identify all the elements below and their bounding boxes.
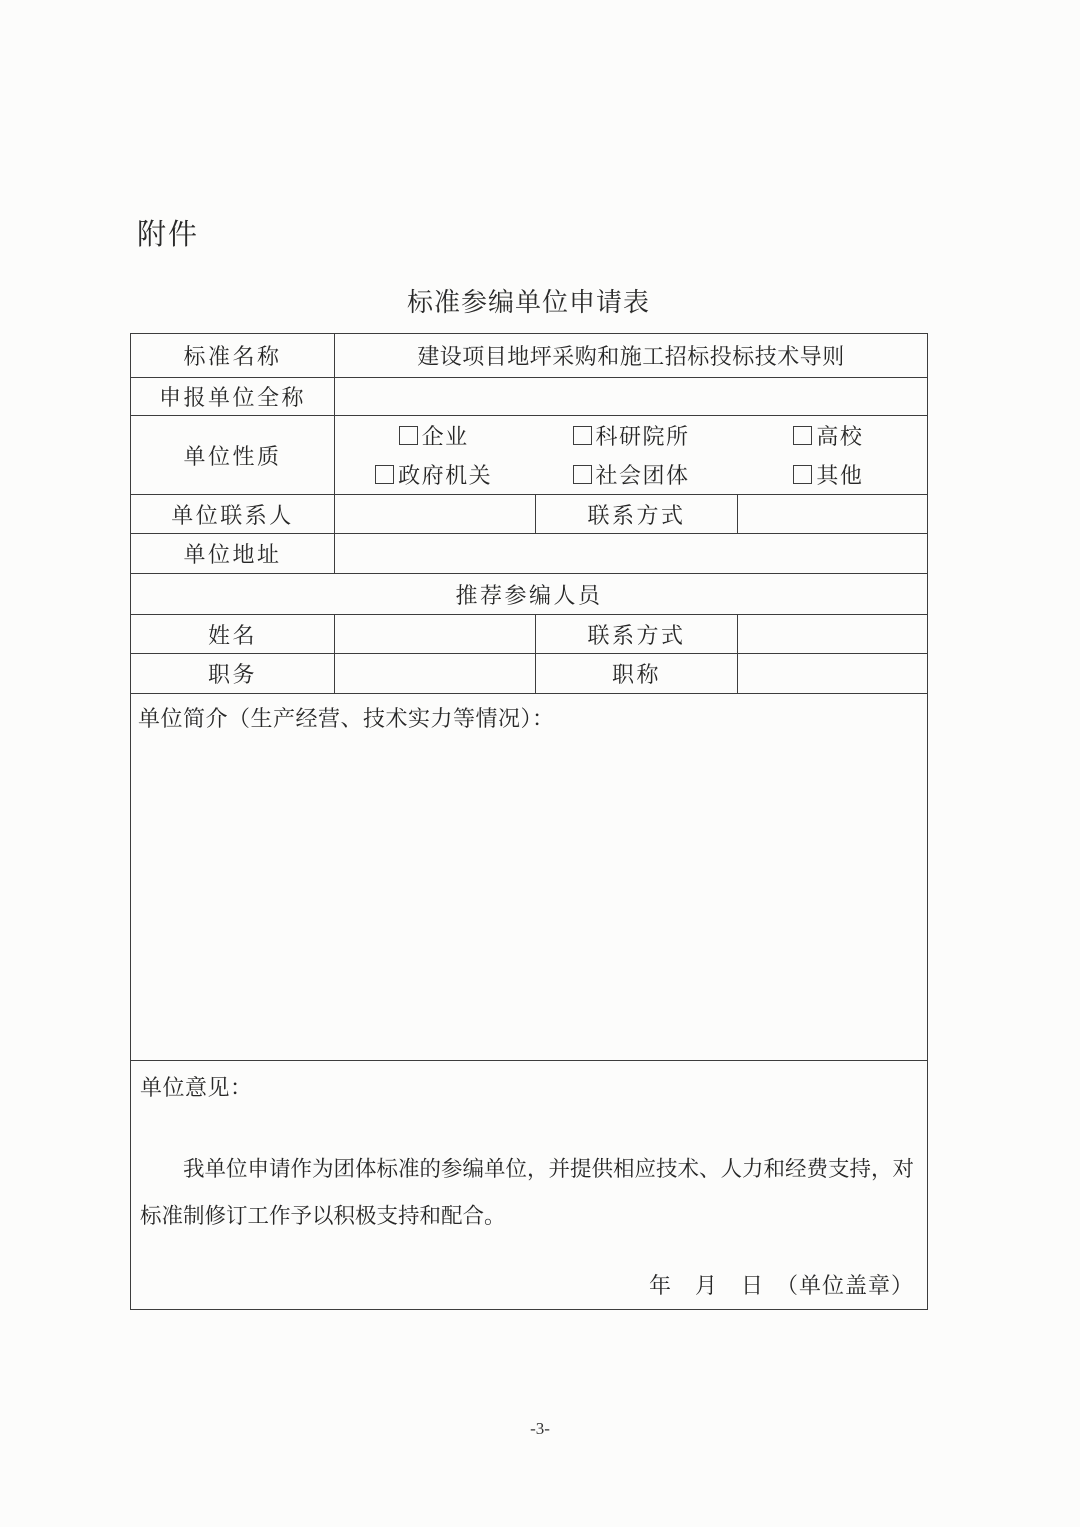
unit-contact-input-cell[interactable]: [335, 495, 536, 534]
standard-name-value: 建设项目地坪采购和施工招标投标技术导则: [335, 334, 928, 378]
table-row: [131, 694, 928, 1061]
unit-opinion-statement: 我单位申请作为团体标准的参编单位，并提供相应技术、人力和经费支持，对标准制修订工作予以积极支持和配合。: [140, 1157, 915, 1228]
checkbox-label: 企业: [421, 424, 469, 449]
checkbox-label: 其他: [816, 463, 864, 488]
unit-profile-label: 单位简介（生产经营、技术实力等情况）：: [138, 706, 555, 731]
applicant-unit-label: 申报单位全称: [131, 378, 335, 416]
checkbox-label: 社会团体: [595, 463, 690, 488]
table-row: [131, 615, 928, 654]
checkbox-icon: [573, 426, 592, 445]
unit-opinion-cell: [131, 1061, 928, 1310]
checkbox-enterprise[interactable]: [335, 420, 532, 451]
unit-contact-method-label: 联系方式: [536, 495, 738, 534]
unit-address-input-cell[interactable]: [335, 534, 928, 574]
checkbox-icon: [793, 426, 812, 445]
table-row: [131, 534, 928, 574]
table-row: [131, 334, 928, 378]
unit-profile-input-cell[interactable]: [131, 694, 928, 1061]
unit-address-label: 单位地址: [131, 534, 335, 574]
person-title-label: 职称: [536, 654, 738, 694]
checkbox-icon: [793, 465, 812, 484]
unit-contact-method-input-cell[interactable]: [738, 495, 928, 534]
unit-opinion-label: 单位意见：: [140, 1075, 253, 1100]
person-contact-method-label: 联系方式: [536, 615, 738, 654]
standard-name-label: 标准名称: [131, 334, 335, 378]
person-duty-input-cell[interactable]: [335, 654, 536, 694]
unit-nature-label: 单位性质: [131, 416, 335, 495]
person-title-input-cell[interactable]: [738, 654, 928, 694]
application-form-table: [130, 333, 928, 1310]
checkbox-icon: [573, 465, 592, 484]
checkbox-label: 政府机关: [398, 463, 493, 488]
checkbox-label: 高校: [816, 424, 864, 449]
attachment-label: 附件: [137, 219, 200, 251]
checkbox-icon: [375, 465, 394, 484]
unit-nature-options-line-2: [335, 455, 927, 494]
table-row: [131, 416, 928, 495]
person-name-label: 姓名: [131, 615, 335, 654]
checkbox-other[interactable]: [730, 459, 927, 490]
applicant-unit-input-cell[interactable]: [335, 378, 928, 416]
unit-nature-options-line-1: [335, 416, 927, 455]
person-duty-label: 职务: [131, 654, 335, 694]
table-row: [131, 495, 928, 534]
checkbox-social-organization[interactable]: [532, 459, 729, 490]
checkbox-icon: [399, 426, 418, 445]
table-row: [131, 1061, 928, 1310]
unit-nature-options-cell: [335, 416, 928, 495]
person-contact-method-input-cell[interactable]: [738, 615, 928, 654]
date-and-seal-line: 年 月 日 （单位盖章）: [649, 1273, 915, 1298]
page-number: -3-: [530, 1419, 550, 1438]
checkbox-university[interactable]: [730, 420, 927, 451]
checkbox-research-institute[interactable]: [532, 420, 729, 451]
recommended-personnel-header: 推荐参编人员: [131, 574, 928, 615]
checkbox-label: 科研院所: [595, 424, 690, 449]
person-name-input-cell[interactable]: [335, 615, 536, 654]
checkbox-government[interactable]: [335, 459, 532, 490]
table-row: [131, 378, 928, 416]
unit-contact-label: 单位联系人: [131, 495, 335, 534]
table-row: [131, 574, 928, 615]
form-title: 标准参编单位申请表: [406, 287, 650, 317]
table-row: [131, 654, 928, 694]
